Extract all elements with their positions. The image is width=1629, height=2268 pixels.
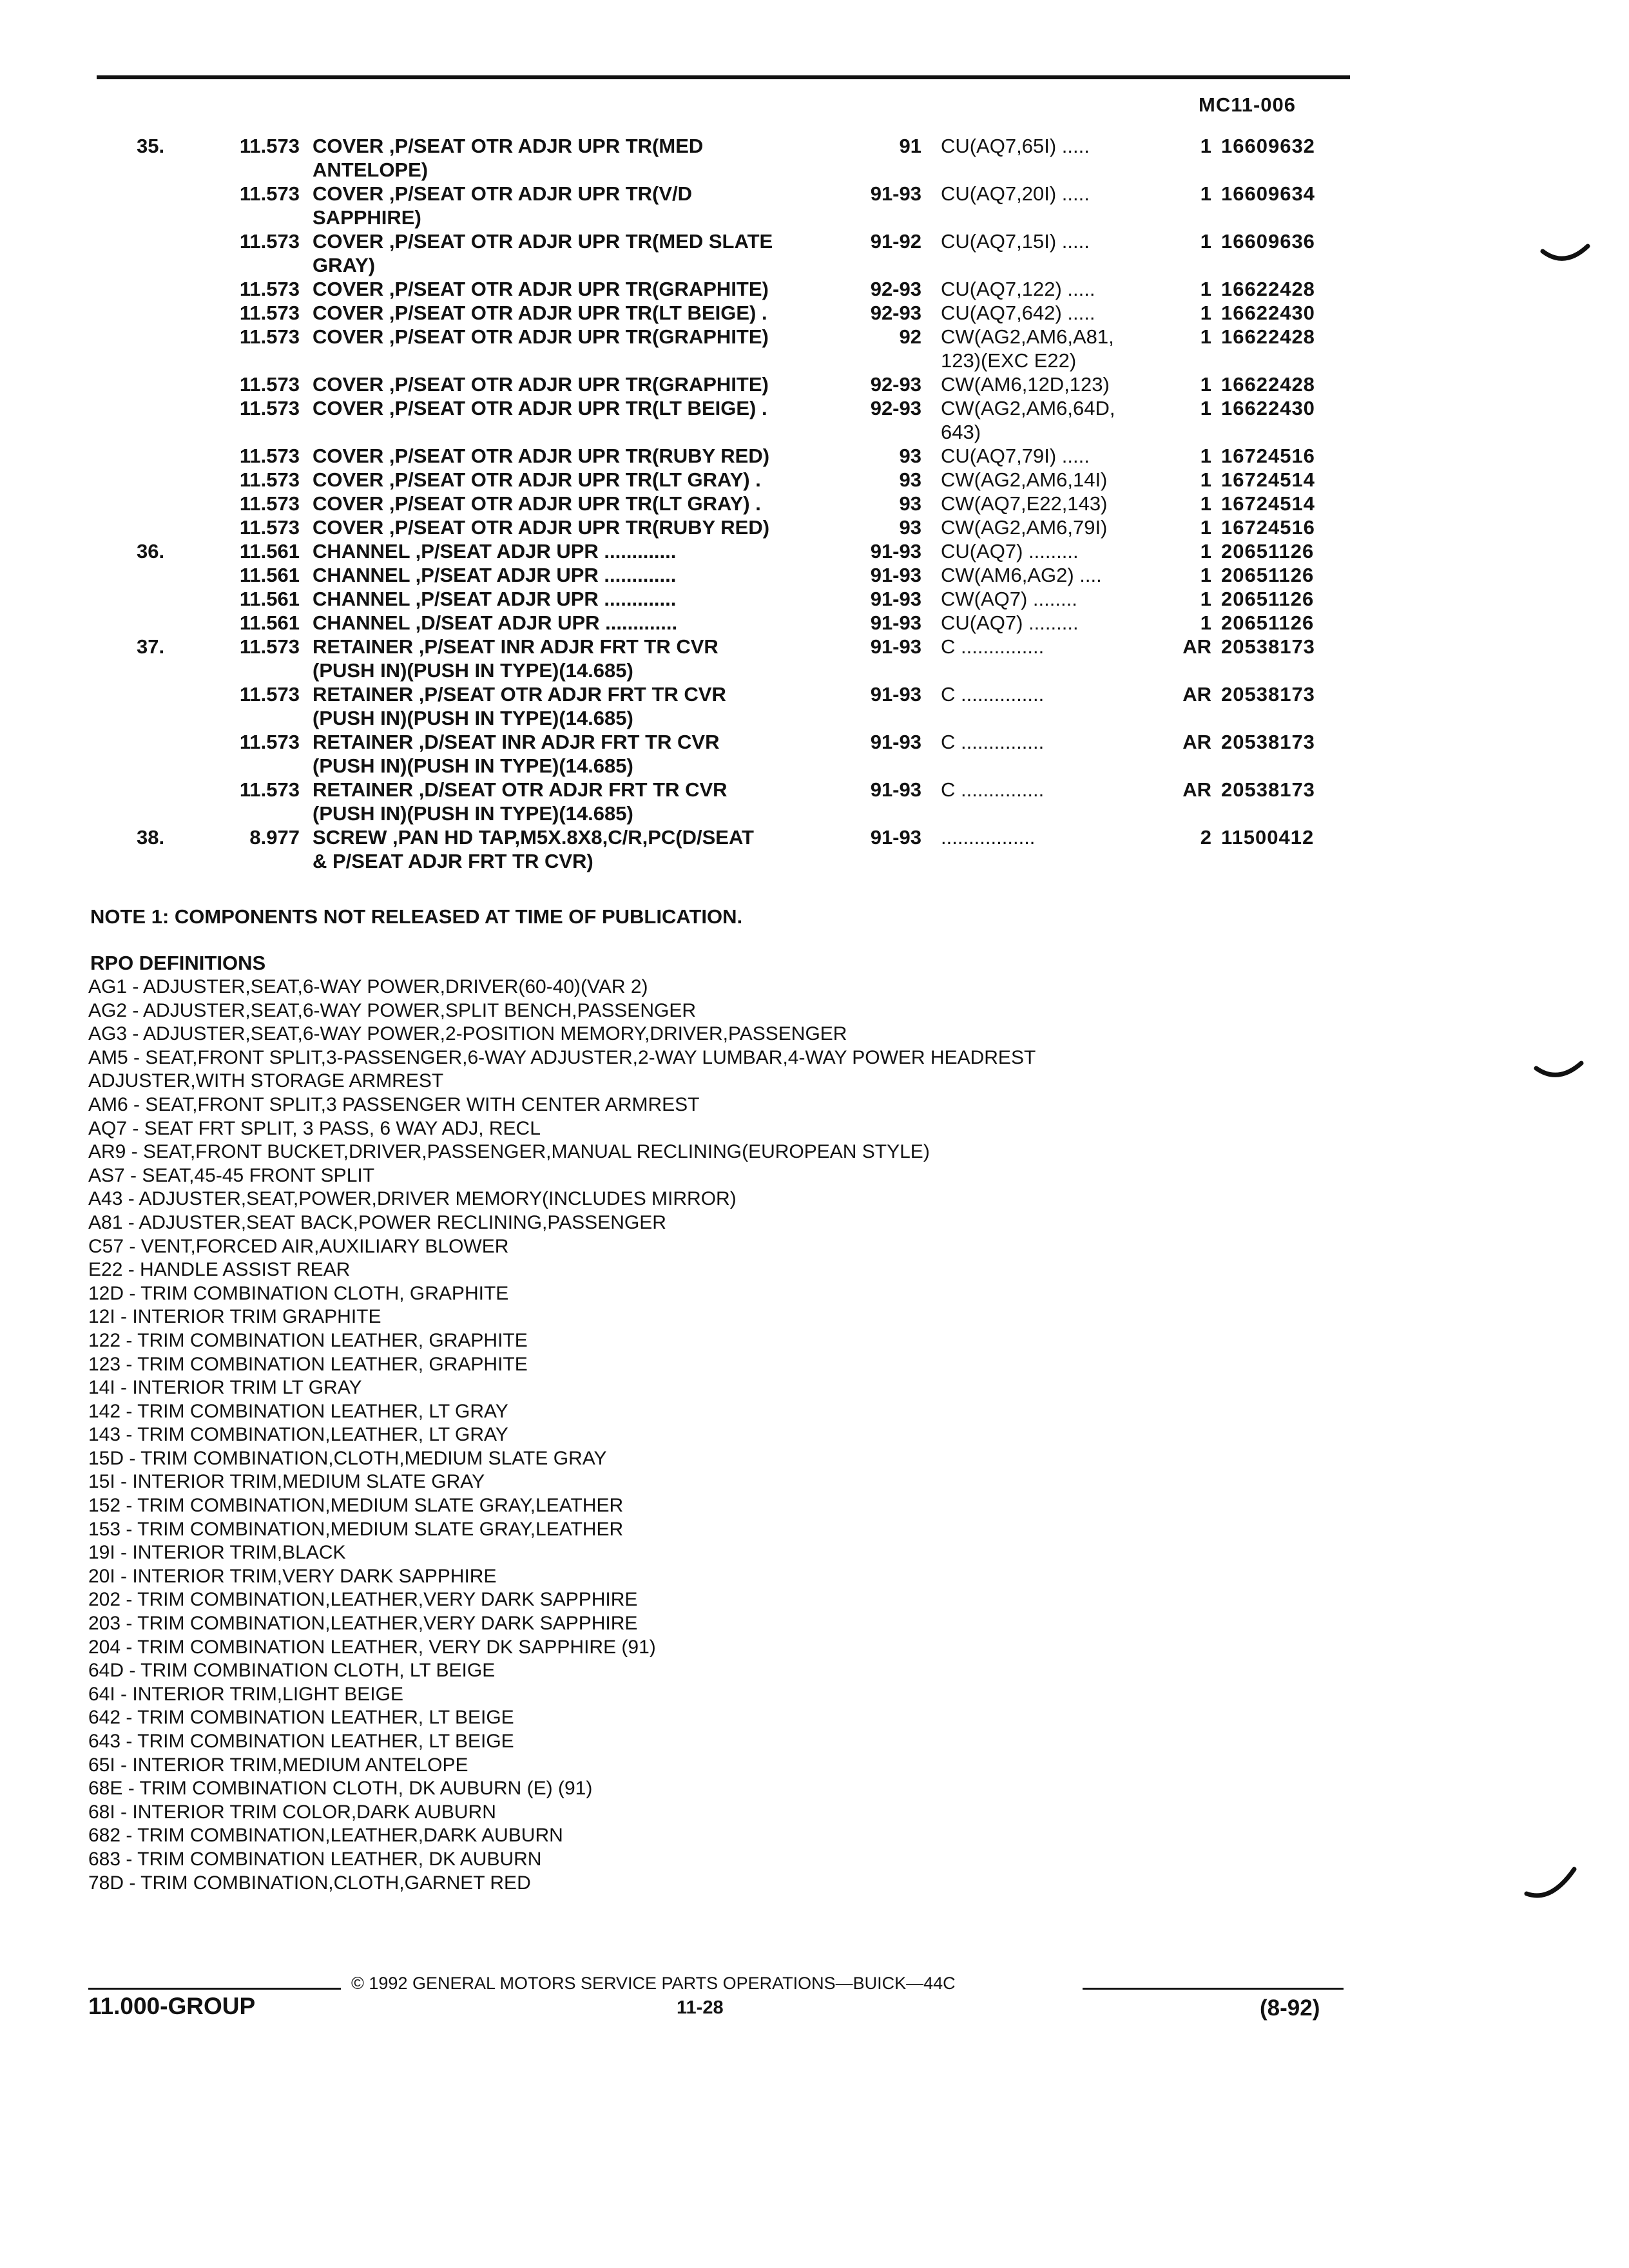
rpo-definition: 122 - TRIM COMBINATION LEATHER, GRAPHITE: [88, 1329, 528, 1351]
table-row: [0, 396, 1629, 444]
item-number: 37.: [137, 635, 165, 658]
quantity: 2: [1200, 826, 1211, 849]
rpo-definition: 20I - INTERIOR TRIM,VERY DARK SAPPHIRE: [88, 1565, 497, 1587]
table-row: [0, 325, 1629, 372]
group-number: 11.573: [239, 278, 300, 300]
rpo-definition: 204 - TRIM COMBINATION LEATHER, VERY DK SAPPHIRE (91): [88, 1636, 656, 1658]
table-row: [0, 468, 1629, 492]
part-description: CHANNEL ,P/SEAT ADJR UPR .............: [313, 540, 677, 562]
rpo-definition: 64I - INTERIOR TRIM,LIGHT BEIGE: [88, 1683, 403, 1705]
model-years: 93: [899, 468, 921, 491]
part-number: 16724516: [1221, 445, 1315, 467]
quantity: 1: [1200, 492, 1211, 515]
binding-mark-1: [1540, 238, 1592, 271]
table-row: [0, 730, 1629, 778]
rpo-definition: E22 - HANDLE ASSIST REAR: [88, 1259, 351, 1281]
table-row: [0, 682, 1629, 730]
model-years: 91-93: [870, 182, 921, 205]
rpo-definition: AR9 - SEAT,FRONT BUCKET,DRIVER,PASSENGER,MANUAL RECLINING(EUROPEAN STYLE): [88, 1141, 930, 1163]
top-rule: [97, 75, 1350, 79]
model-codes: CW(AQ7) ........: [941, 588, 1077, 610]
group-number: 11.573: [239, 683, 300, 706]
model-codes: C ...............: [941, 778, 1045, 801]
item-number: 35.: [137, 135, 165, 157]
page-id: MC11-006: [1199, 93, 1296, 116]
group-number: 11.561: [239, 540, 300, 562]
rpo-definition: 68I - INTERIOR TRIM COLOR,DARK AUBURN: [88, 1801, 496, 1823]
model-codes: CW(AM6,AG2) ....: [941, 564, 1102, 586]
part-number: 20651126: [1221, 564, 1315, 586]
rpo-definition: 12D - TRIM COMBINATION CLOTH, GRAPHITE: [88, 1282, 509, 1304]
part-number: 20538173: [1221, 635, 1315, 658]
group-number: 11.573: [239, 182, 300, 205]
rpo-definition: AS7 - SEAT,45-45 FRONT SPLIT: [88, 1164, 375, 1186]
rpo-definition: AG3 - ADJUSTER,SEAT,6-WAY POWER,2-POSITION MEMORY,DRIVER,PASSENGER: [88, 1023, 847, 1045]
model-codes: CU(AQ7,15I) .....: [941, 230, 1090, 253]
quantity: 1: [1200, 564, 1211, 586]
rpo-definition: 64D - TRIM COMBINATION CLOTH, LT BEIGE: [88, 1660, 496, 1682]
part-description: CHANNEL ,P/SEAT ADJR UPR .............: [313, 564, 677, 586]
part-number: 16622430: [1221, 397, 1315, 419]
table-row: [0, 134, 1629, 182]
rpo-definition: 14I - INTERIOR TRIM LT GRAY: [88, 1377, 362, 1399]
model-years: 91-93: [870, 635, 921, 658]
model-codes: CU(AQ7) .........: [941, 611, 1079, 634]
rpo-definition: 683 - TRIM COMBINATION LEATHER, DK AUBURN: [88, 1848, 542, 1870]
binding-mark-3: [1524, 1865, 1582, 1904]
rpo-definition: AG2 - ADJUSTER,SEAT,6-WAY POWER,SPLIT BENCH,PASSENGER: [88, 999, 696, 1021]
rpo-definition: A81 - ADJUSTER,SEAT BACK,POWER RECLINING,PASSENGER: [88, 1211, 666, 1233]
quantity: 1: [1200, 278, 1211, 300]
rpo-definition: A43 - ADJUSTER,SEAT,POWER,DRIVER MEMORY(INCLUDES MIRROR): [88, 1188, 737, 1210]
model-codes: CU(AQ7,20I) .....: [941, 182, 1090, 205]
model-years: 91-93: [870, 611, 921, 634]
part-description: COVER ,P/SEAT OTR ADJR UPR TR(GRAPHITE): [313, 373, 769, 396]
group-number: 11.573: [239, 373, 300, 396]
group-number: 11.573: [239, 468, 300, 491]
footer-rule-left: [88, 1988, 341, 1990]
part-description-continued: ANTELOPE): [313, 159, 429, 181]
table-row: [0, 301, 1629, 325]
part-description-continued: GRAY): [313, 254, 376, 276]
model-years: 91-93: [870, 564, 921, 586]
table-row: [0, 372, 1629, 396]
rpo-definition: 68E - TRIM COMBINATION CLOTH, DK AUBURN (E) (91): [88, 1778, 593, 1800]
table-row: [0, 444, 1629, 468]
part-number: 16724516: [1221, 516, 1315, 539]
quantity: 1: [1200, 373, 1211, 396]
rpo-definition: AG1 - ADJUSTER,SEAT,6-WAY POWER,DRIVER(60-40)(VAR 2): [88, 976, 648, 997]
model-years: 91-93: [870, 540, 921, 562]
model-years: 91-93: [870, 731, 921, 753]
group-number: 11.573: [239, 731, 300, 753]
part-description: COVER ,P/SEAT OTR ADJR UPR TR(RUBY RED): [313, 516, 770, 539]
part-number: 16724514: [1221, 468, 1315, 491]
part-description: COVER ,P/SEAT OTR ADJR UPR TR(GRAPHITE): [313, 325, 769, 348]
model-years: 92: [899, 325, 921, 348]
item-number: 38.: [137, 826, 165, 849]
quantity: 1: [1200, 588, 1211, 610]
model-years: 91-92: [870, 230, 921, 253]
item-number: 36.: [137, 540, 165, 562]
model-codes: CW(AM6,12D,123): [941, 373, 1110, 396]
rpo-definition: 15D - TRIM COMBINATION,CLOTH,MEDIUM SLATE GRAY: [88, 1447, 607, 1469]
model-codes: C ...............: [941, 635, 1045, 658]
part-description: RETAINER ,D/SEAT OTR ADJR FRT TR CVR: [313, 778, 728, 801]
footer-group: 11.000-GROUP: [88, 1993, 256, 2019]
rpo-definition: 65I - INTERIOR TRIM,MEDIUM ANTELOPE: [88, 1754, 468, 1776]
part-description: RETAINER ,P/SEAT INR ADJR FRT TR CVR: [313, 635, 718, 658]
footer-date: (8-92): [1260, 1995, 1320, 2021]
table-row: [0, 515, 1629, 539]
quantity: 1: [1200, 445, 1211, 467]
group-number: 11.561: [239, 588, 300, 610]
part-description: COVER ,P/SEAT OTR ADJR UPR TR(MED SLATE: [313, 230, 773, 253]
table-row: [0, 635, 1629, 682]
rpo-definition: 143 - TRIM COMBINATION,LEATHER, LT GRAY: [88, 1424, 508, 1446]
model-codes: C ...............: [941, 683, 1045, 706]
quantity: 1: [1200, 611, 1211, 634]
model-codes: CU(AQ7,79I) .....: [941, 445, 1090, 467]
table-row: [0, 825, 1629, 873]
part-description: CHANNEL ,D/SEAT ADJR UPR .............: [313, 611, 678, 634]
part-description: COVER ,P/SEAT OTR ADJR UPR TR(LT GRAY) .: [313, 492, 761, 515]
rpo-definition: AQ7 - SEAT FRT SPLIT, 3 PASS, 6 WAY ADJ, RECL: [88, 1117, 541, 1139]
model-codes: .................: [941, 826, 1036, 849]
model-codes: C ...............: [941, 731, 1045, 753]
footer-page-number: 11-28: [677, 1997, 724, 2018]
model-years: 91-93: [870, 778, 921, 801]
model-codes: CU(AQ7) .........: [941, 540, 1079, 562]
model-codes: CW(AQ7,E22,143): [941, 492, 1108, 515]
part-number: 16622430: [1221, 302, 1315, 324]
model-years: 93: [899, 516, 921, 539]
model-years: 92-93: [870, 373, 921, 396]
table-row: [0, 182, 1629, 229]
part-number: 16609632: [1221, 135, 1315, 157]
part-number: 16609634: [1221, 182, 1315, 205]
model-years: 91-93: [870, 826, 921, 849]
part-description-continued: (PUSH IN)(PUSH IN TYPE)(14.685): [313, 659, 633, 682]
part-number: 16622428: [1221, 278, 1315, 300]
part-description: SCREW ,PAN HD TAP,M5X.8X8,C/R,PC(D/SEAT: [313, 826, 754, 849]
table-row: [0, 492, 1629, 515]
rpo-definition: C57 - VENT,FORCED AIR,AUXILIARY BLOWER: [88, 1235, 509, 1257]
rpo-definition: 123 - TRIM COMBINATION LEATHER, GRAPHITE: [88, 1353, 528, 1375]
rpo-definition: 202 - TRIM COMBINATION,LEATHER,VERY DARK SAPPHIRE: [88, 1589, 638, 1611]
group-number: 11.573: [239, 635, 300, 658]
group-number: 11.573: [239, 325, 300, 348]
publication-note: NOTE 1: COMPONENTS NOT RELEASED AT TIME OF PUBLICATION.: [90, 905, 743, 928]
rpo-definition: 152 - TRIM COMBINATION,MEDIUM SLATE GRAY,LEATHER: [88, 1495, 624, 1517]
quantity: AR: [1182, 731, 1211, 753]
group-number: 11.573: [239, 230, 300, 253]
footer-rule-right: [1083, 1988, 1344, 1990]
table-row: [0, 563, 1629, 587]
model-years: 91: [899, 135, 921, 157]
table-row: [0, 587, 1629, 611]
group-number: 11.573: [239, 135, 300, 157]
part-number: 11500412: [1221, 826, 1315, 849]
model-years: 92-93: [870, 278, 921, 300]
table-row: [0, 539, 1629, 563]
binding-mark-2: [1534, 1057, 1585, 1089]
part-description-continued: (PUSH IN)(PUSH IN TYPE)(14.685): [313, 707, 633, 729]
rpo-definition: 15I - INTERIOR TRIM,MEDIUM SLATE GRAY: [88, 1471, 485, 1493]
group-number: 11.573: [239, 302, 300, 324]
quantity: AR: [1182, 683, 1211, 706]
part-number: 20651126: [1221, 588, 1315, 610]
part-description-continued: SAPPHIRE): [313, 206, 421, 229]
group-number: 11.573: [239, 516, 300, 539]
part-description: COVER ,P/SEAT OTR ADJR UPR TR(LT BEIGE) .: [313, 302, 767, 324]
parts-table: [0, 134, 1629, 873]
model-codes: CU(AQ7,122) .....: [941, 278, 1095, 300]
table-row: [0, 778, 1629, 825]
table-row: [0, 277, 1629, 301]
table-row: [0, 611, 1629, 635]
rpo-definition: 153 - TRIM COMBINATION,MEDIUM SLATE GRAY,LEATHER: [88, 1518, 624, 1540]
rpo-definitions-list: [88, 975, 1036, 1895]
model-codes: CW(AG2,AM6,79I): [941, 516, 1108, 539]
part-number: 16622428: [1221, 373, 1315, 396]
quantity: 1: [1200, 182, 1211, 205]
part-number: 20538173: [1221, 778, 1315, 801]
part-description-continued: (PUSH IN)(PUSH IN TYPE)(14.685): [313, 802, 633, 825]
group-number: 11.561: [239, 611, 300, 634]
model-codes: CW(AG2,AM6,14I): [941, 468, 1108, 491]
model-codes-continued: 643): [941, 421, 981, 443]
group-number: 11.561: [239, 564, 300, 586]
footer-copyright: © 1992 GENERAL MOTORS SERVICE PARTS OPERATIONS—BUICK—44C: [351, 1974, 956, 1993]
rpo-definition: 142 - TRIM COMBINATION LEATHER, LT GRAY: [88, 1400, 508, 1422]
model-years: 92-93: [870, 397, 921, 419]
group-number: 11.573: [239, 492, 300, 515]
rpo-definition: ADJUSTER,WITH STORAGE ARMREST: [88, 1070, 444, 1092]
quantity: 1: [1200, 468, 1211, 491]
part-number: 20651126: [1221, 540, 1315, 562]
part-number: 16622428: [1221, 325, 1315, 348]
quantity: 1: [1200, 230, 1211, 253]
quantity: AR: [1182, 778, 1211, 801]
model-years: 91-93: [870, 588, 921, 610]
group-number: 11.573: [239, 397, 300, 419]
part-number: 20651126: [1221, 611, 1315, 634]
quantity: 1: [1200, 540, 1211, 562]
part-description: COVER ,P/SEAT OTR ADJR UPR TR(LT BEIGE) .: [313, 397, 767, 419]
rpo-definition: 642 - TRIM COMBINATION LEATHER, LT BEIGE: [88, 1707, 514, 1729]
rpo-definition: 19I - INTERIOR TRIM,BLACK: [88, 1542, 346, 1564]
part-number: 16724514: [1221, 492, 1315, 515]
group-number: 8.977: [249, 826, 300, 849]
rpo-definition: AM6 - SEAT,FRONT SPLIT,3 PASSENGER WITH CENTER ARMREST: [88, 1093, 700, 1115]
group-number: 11.573: [239, 445, 300, 467]
model-years: 92-93: [870, 302, 921, 324]
rpo-definition: 682 - TRIM COMBINATION,LEATHER,DARK AUBURN: [88, 1825, 563, 1847]
part-description: COVER ,P/SEAT OTR ADJR UPR TR(GRAPHITE): [313, 278, 769, 300]
part-description: RETAINER ,D/SEAT INR ADJR FRT TR CVR: [313, 731, 720, 753]
part-description: CHANNEL ,P/SEAT ADJR UPR .............: [313, 588, 677, 610]
part-description: COVER ,P/SEAT OTR ADJR UPR TR(MED: [313, 135, 704, 157]
group-number: 11.573: [239, 778, 300, 801]
part-description: RETAINER ,P/SEAT OTR ADJR FRT TR CVR: [313, 683, 726, 706]
part-number: 20538173: [1221, 683, 1315, 706]
rpo-definition: 203 - TRIM COMBINATION,LEATHER,VERY DARK SAPPHIRE: [88, 1613, 638, 1635]
model-years: 93: [899, 445, 921, 467]
part-number: 16609636: [1221, 230, 1315, 253]
quantity: AR: [1182, 635, 1211, 658]
rpo-heading: RPO DEFINITIONS: [90, 952, 266, 974]
rpo-definition: 12I - INTERIOR TRIM GRAPHITE: [88, 1306, 381, 1328]
model-codes: CW(AG2,AM6,A81,: [941, 325, 1114, 348]
model-years: 93: [899, 492, 921, 515]
quantity: 1: [1200, 516, 1211, 539]
part-description: COVER ,P/SEAT OTR ADJR UPR TR(V/D: [313, 182, 693, 205]
part-number: 20538173: [1221, 731, 1315, 753]
part-description: COVER ,P/SEAT OTR ADJR UPR TR(LT GRAY) .: [313, 468, 761, 491]
model-years: 91-93: [870, 683, 921, 706]
part-description-continued: & P/SEAT ADJR FRT TR CVR): [313, 850, 593, 872]
quantity: 1: [1200, 135, 1211, 157]
model-codes: CU(AQ7,65I) .....: [941, 135, 1090, 157]
model-codes: CU(AQ7,642) .....: [941, 302, 1095, 324]
rpo-definition: AM5 - SEAT,FRONT SPLIT,3-PASSENGER,6-WAY ADJUSTER,2-WAY LUMBAR,4-WAY POWER HEADREST: [88, 1046, 1036, 1068]
part-description-continued: (PUSH IN)(PUSH IN TYPE)(14.685): [313, 754, 633, 777]
model-codes-continued: 123)(EXC E22): [941, 349, 1077, 372]
rpo-definition: 643 - TRIM COMBINATION LEATHER, LT BEIGE: [88, 1731, 514, 1752]
table-row: [0, 229, 1629, 277]
part-description: COVER ,P/SEAT OTR ADJR UPR TR(RUBY RED): [313, 445, 770, 467]
quantity: 1: [1200, 302, 1211, 324]
rpo-definition: 78D - TRIM COMBINATION,CLOTH,GARNET RED: [88, 1872, 531, 1894]
quantity: 1: [1200, 397, 1211, 419]
model-codes: CW(AG2,AM6,64D,: [941, 397, 1115, 419]
quantity: 1: [1200, 325, 1211, 348]
